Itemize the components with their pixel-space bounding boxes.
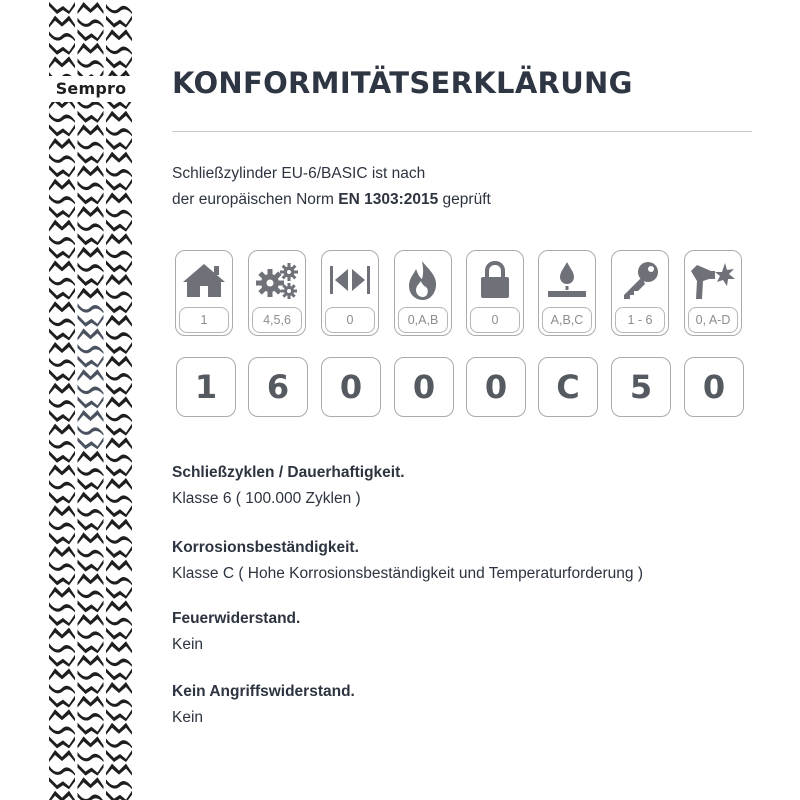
pattern-wave <box>49 725 75 735</box>
pattern-wave <box>49 138 75 150</box>
decorative-pattern-strip <box>48 0 134 800</box>
norm-reference: EN 1303:2015 <box>338 191 439 208</box>
pattern-wave <box>49 179 75 191</box>
corrosion-icon <box>539 257 595 303</box>
category-card-fire <box>394 250 452 336</box>
pattern-wave <box>49 124 75 136</box>
category-card-key-security <box>611 250 669 336</box>
pattern-wave <box>49 587 75 599</box>
pattern-wave <box>78 682 104 694</box>
pattern-wave <box>49 113 75 123</box>
intro-line-1: Schließzylinder EU-6/BASIC ist nach <box>172 165 426 182</box>
pattern-wave <box>78 18 104 28</box>
category-card-attack-resistance <box>684 250 742 336</box>
pattern-wave <box>78 58 104 68</box>
pattern-wave <box>106 56 132 68</box>
pattern-wave <box>49 602 75 612</box>
pattern-wave <box>49 562 75 572</box>
pattern-wave <box>78 655 104 667</box>
pattern-wave <box>49 709 75 721</box>
pattern-wave <box>78 410 104 422</box>
pattern-wave <box>78 711 104 721</box>
pattern-wave <box>49 276 75 286</box>
pattern-wave <box>106 274 132 286</box>
pattern-wave <box>106 453 132 463</box>
pattern-wave <box>78 152 104 164</box>
pattern-wave <box>78 233 104 245</box>
pattern-wave <box>78 315 104 327</box>
pattern-wave <box>106 260 132 272</box>
pattern-wave <box>78 369 104 381</box>
pattern-wave <box>49 424 75 436</box>
pattern-wave <box>106 233 132 245</box>
pattern-wave <box>106 29 132 41</box>
pattern-wave <box>106 152 132 164</box>
pattern-wave <box>78 451 104 463</box>
pattern-wave <box>49 766 75 776</box>
pattern-wave <box>78 723 104 735</box>
pattern-wave <box>106 330 132 340</box>
pattern-wave <box>106 738 132 748</box>
section-text: Klasse 6 ( 100.000 Zyklen ) <box>172 490 361 507</box>
pattern-wave <box>78 165 104 177</box>
pattern-wave <box>106 534 132 544</box>
pattern-wave <box>78 192 104 204</box>
pattern-wave <box>49 317 75 327</box>
category-card-durability <box>248 250 306 336</box>
pattern-wave <box>49 220 75 232</box>
pattern-wave <box>106 412 132 422</box>
pattern-wave <box>106 779 132 789</box>
fire-icon <box>395 257 451 303</box>
pattern-wave <box>78 777 104 789</box>
pattern-wave <box>78 247 104 259</box>
pattern-wave <box>106 494 132 504</box>
pattern-wave <box>49 684 75 694</box>
category-label: 0 <box>470 307 520 333</box>
pattern-wave <box>106 4 132 14</box>
pattern-wave <box>106 342 132 354</box>
pattern-wave <box>78 181 104 191</box>
code-digit: 0 <box>394 357 454 417</box>
pattern-wave <box>106 126 132 136</box>
pattern-wave <box>78 303 104 313</box>
pattern-wave <box>78 614 104 626</box>
pattern-wave <box>49 655 75 667</box>
pattern-wave <box>78 793 104 800</box>
pattern-wave <box>49 206 75 218</box>
pattern-wave <box>106 16 132 28</box>
pattern-wave <box>49 492 75 504</box>
pattern-wave <box>106 668 132 680</box>
pattern-wave <box>106 424 132 436</box>
title-divider <box>172 131 752 132</box>
category-card-usage <box>175 250 233 336</box>
pattern-wave <box>49 342 75 354</box>
pattern-wave <box>106 290 132 300</box>
pattern-wave <box>106 519 132 531</box>
pattern-wave <box>49 410 75 422</box>
pattern-wave <box>49 521 75 531</box>
pattern-wave <box>106 208 132 218</box>
pattern-wave <box>106 464 132 476</box>
pattern-wave <box>78 752 104 762</box>
pattern-wave <box>49 235 75 245</box>
wave-pattern <box>48 0 134 800</box>
key-icon <box>612 257 668 303</box>
pattern-wave <box>78 670 104 680</box>
pattern-wave <box>78 140 104 150</box>
code-digit: 5 <box>611 357 671 417</box>
pattern-wave <box>106 723 132 735</box>
pattern-wave <box>49 247 75 259</box>
code-digit: 0 <box>321 357 381 417</box>
pattern-wave <box>106 698 132 708</box>
pattern-wave <box>49 668 75 680</box>
pattern-wave <box>106 600 132 612</box>
pattern-wave <box>49 301 75 313</box>
pattern-wave <box>78 532 104 544</box>
code-digit: 0 <box>466 357 526 417</box>
pattern-wave <box>78 478 104 490</box>
pattern-wave <box>78 507 104 517</box>
section-attack-resistance <box>172 681 772 729</box>
section-text: Kein <box>172 709 204 726</box>
section-heading: Kein Angriffswiderstand. <box>172 683 355 700</box>
pattern-wave <box>78 262 104 272</box>
pattern-wave <box>49 439 75 449</box>
pattern-wave <box>78 43 104 55</box>
category-card-safety <box>466 250 524 336</box>
pattern-wave <box>78 589 104 599</box>
pattern-wave <box>49 260 75 272</box>
section-durability <box>172 462 772 510</box>
intro-line-2-suffix: geprüft <box>438 191 491 208</box>
category-label: A,B,C <box>542 307 592 333</box>
pattern-wave <box>49 791 75 800</box>
pattern-wave <box>106 437 132 449</box>
pattern-wave <box>106 750 132 762</box>
pattern-wave <box>49 31 75 41</box>
pattern-wave <box>106 478 132 490</box>
code-digit: 0 <box>684 357 744 417</box>
pattern-wave <box>49 464 75 476</box>
pattern-wave <box>49 154 75 164</box>
pattern-wave <box>106 587 132 599</box>
pattern-wave <box>49 614 75 626</box>
pattern-wave <box>106 682 132 694</box>
pattern-wave <box>78 548 104 558</box>
pattern-wave <box>106 220 132 232</box>
pattern-wave <box>78 206 104 218</box>
pattern-wave <box>49 750 75 762</box>
pattern-wave <box>78 426 104 436</box>
pattern-wave <box>78 2 104 14</box>
pattern-wave <box>49 369 75 381</box>
pattern-wave <box>106 657 132 667</box>
pattern-wave <box>78 466 104 476</box>
section-fire-resistance <box>172 608 772 656</box>
pattern-wave <box>106 192 132 204</box>
pattern-wave <box>78 573 104 585</box>
section-heading: Korrosionsbeständigkeit. <box>172 539 359 556</box>
section-text: Kein <box>172 636 204 653</box>
pattern-wave <box>106 616 132 626</box>
pattern-wave <box>49 696 75 708</box>
pattern-wave <box>78 222 104 232</box>
code-digit: 1 <box>176 357 236 417</box>
pattern-wave <box>106 560 132 572</box>
pattern-wave <box>78 492 104 504</box>
house-icon <box>176 257 232 303</box>
pattern-wave <box>49 643 75 653</box>
section-text: Klasse C ( Hohe Korrosionsbeständigkeit und Temperaturforderung ) <box>172 565 643 582</box>
door-icon <box>322 257 378 303</box>
pattern-wave <box>78 696 104 708</box>
pattern-wave <box>49 43 75 55</box>
pattern-wave <box>49 505 75 517</box>
pattern-wave <box>78 29 104 41</box>
pattern-wave <box>78 124 104 136</box>
pattern-wave <box>106 301 132 313</box>
pattern-wave <box>106 179 132 191</box>
pattern-wave <box>106 641 132 653</box>
pattern-wave <box>78 344 104 354</box>
pattern-wave <box>106 575 132 585</box>
pattern-wave <box>78 385 104 395</box>
pattern-wave <box>49 165 75 177</box>
pattern-wave <box>106 505 132 517</box>
category-label: 4,5,6 <box>252 307 302 333</box>
pattern-wave <box>106 709 132 721</box>
category-label: 1 - 6 <box>615 307 665 333</box>
pattern-wave <box>78 519 104 531</box>
pattern-wave <box>49 2 75 14</box>
pattern-wave <box>49 736 75 748</box>
pattern-wave <box>78 437 104 449</box>
padlock-icon <box>467 257 523 303</box>
pattern-wave <box>78 111 104 123</box>
pattern-wave <box>106 45 132 55</box>
code-digit: 6 <box>248 357 308 417</box>
drill-icon <box>685 257 741 303</box>
pattern-wave <box>78 396 104 408</box>
pattern-wave <box>49 56 75 68</box>
pattern-wave <box>106 167 132 177</box>
pattern-wave <box>106 371 132 381</box>
pattern-wave <box>49 451 75 463</box>
category-label: 0 <box>325 307 375 333</box>
category-label: 0, A-D <box>688 307 738 333</box>
section-corrosion <box>172 537 772 585</box>
intro-line-2-prefix: der europäischen Norm <box>172 191 339 208</box>
section-heading: Schließzyklen / Dauerhaftigkeit. <box>172 464 405 481</box>
category-label: 0,A,B <box>398 307 448 333</box>
gears-icon <box>249 257 305 303</box>
pattern-wave <box>106 138 132 150</box>
pattern-wave <box>49 480 75 490</box>
pattern-wave <box>106 383 132 395</box>
pattern-wave <box>78 560 104 572</box>
pattern-wave <box>78 630 104 640</box>
pattern-wave <box>78 764 104 776</box>
pattern-wave <box>49 398 75 408</box>
pattern-wave <box>106 356 132 368</box>
pattern-wave <box>49 546 75 558</box>
pattern-wave <box>49 628 75 640</box>
pattern-wave <box>78 641 104 653</box>
pattern-wave <box>78 600 104 612</box>
pattern-wave <box>49 328 75 340</box>
pattern-wave <box>78 328 104 340</box>
pattern-wave <box>49 194 75 204</box>
pattern-wave <box>49 358 75 368</box>
document-title: KONFORMITÄTSERKLÄRUNG <box>172 66 633 100</box>
category-card-corrosion <box>538 250 596 336</box>
pattern-wave <box>49 16 75 28</box>
pattern-wave <box>106 249 132 259</box>
pattern-wave <box>78 274 104 286</box>
pattern-wave <box>106 791 132 800</box>
brand-logo: Sempro <box>46 76 136 102</box>
category-card-door-mass <box>321 250 379 336</box>
intro-line-2 <box>172 187 732 213</box>
pattern-wave <box>49 288 75 300</box>
pattern-wave <box>49 573 75 585</box>
pattern-wave <box>78 356 104 368</box>
pattern-wave <box>106 396 132 408</box>
pattern-wave <box>49 383 75 395</box>
intro-text <box>172 161 732 213</box>
pattern-wave <box>78 736 104 748</box>
pattern-wave <box>106 764 132 776</box>
pattern-wave <box>106 546 132 558</box>
category-label: 1 <box>179 307 229 333</box>
pattern-wave <box>49 777 75 789</box>
pattern-wave <box>78 288 104 300</box>
code-digit: C <box>538 357 598 417</box>
pattern-wave <box>106 111 132 123</box>
pattern-wave <box>49 532 75 544</box>
pattern-wave <box>106 315 132 327</box>
section-heading: Feuerwiderstand. <box>172 610 301 627</box>
pattern-wave <box>106 628 132 640</box>
